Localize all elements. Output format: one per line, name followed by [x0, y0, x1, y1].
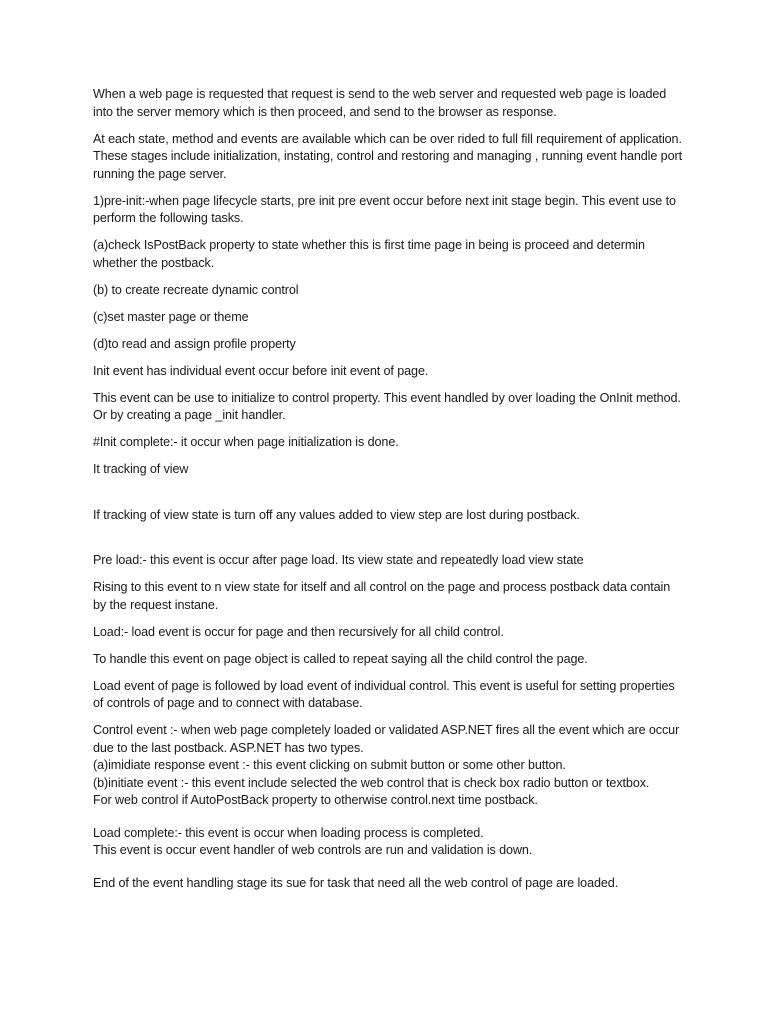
paragraph: This event can be use to initialize to control property. This event handled by over loading the OnInit method. Or by creating a page _init handler.	[93, 390, 681, 422]
paragraph: #Init complete:- it occur when page initialization is done.	[93, 435, 399, 449]
paragraph: When a web page is requested that request is send to the web server and requested web page is loaded into the server memory which is then proceed, and send to the browser as response.	[93, 87, 667, 119]
paragraph: If tracking of view state is turn off any values added to view step are lost during postback.	[93, 507, 580, 522]
control-event-line: (b)initiate event :- this event include selected the web control that is check box radio button or textbox.	[93, 775, 650, 790]
paragraph: (d)to read and assign profile property	[93, 336, 296, 351]
paragraph: It tracking of view	[93, 462, 189, 476]
paragraph: Init event has individual event occur before init event of page.	[93, 363, 429, 378]
control-event-block	[93, 722, 683, 810]
paragraph: Load:- load event is occur for page and then recursively for all child control.	[93, 624, 504, 639]
paragraph: (a)check IsPostBack property to state whether this is first time page in being is proceed and determin whether the postback.	[93, 238, 645, 270]
paragraph: Pre load:- this event is occur after page load. Its view state and repeatedly load view state	[93, 553, 584, 567]
control-event-line: (a)imidiate response event :- this event clicking on submit button or some other button.	[93, 758, 566, 772]
load-complete-block	[93, 825, 683, 860]
load-complete-line: Load complete:- this event is occur when loading process is completed.	[93, 825, 484, 840]
paragraph: (c)set master page or theme	[93, 309, 249, 324]
paragraph: Rising to this event to n view state for itself and all control on the page and process postback data contain by the request instane.	[93, 580, 671, 612]
paragraph: (b) to create recreate dynamic control	[93, 282, 299, 297]
document-page	[93, 86, 683, 902]
load-complete-line: This event is occur event handler of web controls are run and validation is down.	[93, 843, 533, 857]
paragraph: To handle this event on page object is called to repeat saying all the child control the page.	[93, 651, 588, 666]
control-event-line: Control event :- when web page completely loaded or validated ASP.NET fires all the event which are occur due to the last postback. ASP.NET has two types.	[93, 723, 680, 755]
paragraph: 1)pre-init:-when page lifecycle starts, pre init pre event occur before next init stage begin. This event use to perform the following tasks.	[93, 193, 676, 225]
paragraph: Load event of page is followed by load event of individual control. This event is useful for setting properties of controls of page and to connect with database.	[93, 678, 675, 710]
final-paragraph: End of the event handling stage its sue for task that need all the web control of page are loaded.	[93, 875, 619, 890]
control-event-line: For web control if AutoPostBack property to otherwise control.next time postback.	[93, 793, 538, 807]
paragraph: At each state, method and events are available which can be over rided to full fill requirement of application. These stages include initialization, instating, control and restoring and managing , running event handle port running the page server.	[93, 131, 682, 181]
